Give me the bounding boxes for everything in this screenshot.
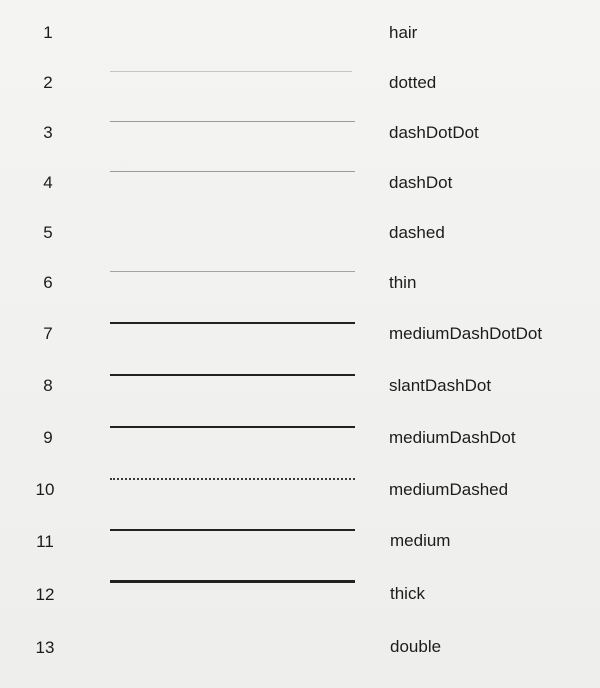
row-label: mediumDashDotDot — [389, 324, 543, 343]
row-number: 9 — [43, 428, 53, 447]
row-label: dashDotDot — [389, 123, 479, 142]
row-label: double — [390, 637, 442, 656]
border-sample-dotted — [110, 71, 352, 72]
border-sample-medium-dash-dot-dot — [110, 322, 355, 324]
row-number: 6 — [43, 273, 53, 292]
row-number: 10 — [35, 480, 55, 499]
border-sample-slant-dash-dot — [110, 374, 355, 376]
border-sample-medium-dashed — [110, 478, 355, 480]
row-label: medium — [390, 531, 451, 550]
row-label: mediumDashed — [389, 480, 509, 499]
row-number: 4 — [43, 173, 53, 192]
row-number: 2 — [43, 73, 53, 92]
row-label: dashed — [389, 223, 445, 242]
border-sample-thin — [110, 271, 355, 272]
border-sample-dashdot — [110, 171, 355, 172]
border-sample-medium-dash-dot — [110, 426, 355, 428]
border-sample-thick — [110, 580, 355, 583]
row-number: 5 — [43, 223, 53, 242]
row-number: 8 — [43, 376, 53, 395]
row-label: dashDot — [389, 173, 453, 192]
row-label: hair — [389, 23, 418, 42]
row-number: 12 — [35, 585, 55, 604]
row-number: 1 — [43, 23, 53, 42]
row-number: 13 — [35, 638, 55, 657]
border-sample-dashdotdot — [110, 121, 355, 122]
row-label: mediumDashDot — [389, 428, 516, 447]
row-label: thin — [389, 273, 417, 292]
row-label: slantDashDot — [389, 376, 492, 395]
border-sample-medium — [110, 529, 355, 531]
row-label: thick — [390, 584, 425, 603]
row-number: 7 — [43, 324, 53, 343]
row-number: 3 — [43, 123, 53, 142]
row-number: 11 — [36, 532, 54, 551]
row-label: dotted — [389, 73, 437, 92]
